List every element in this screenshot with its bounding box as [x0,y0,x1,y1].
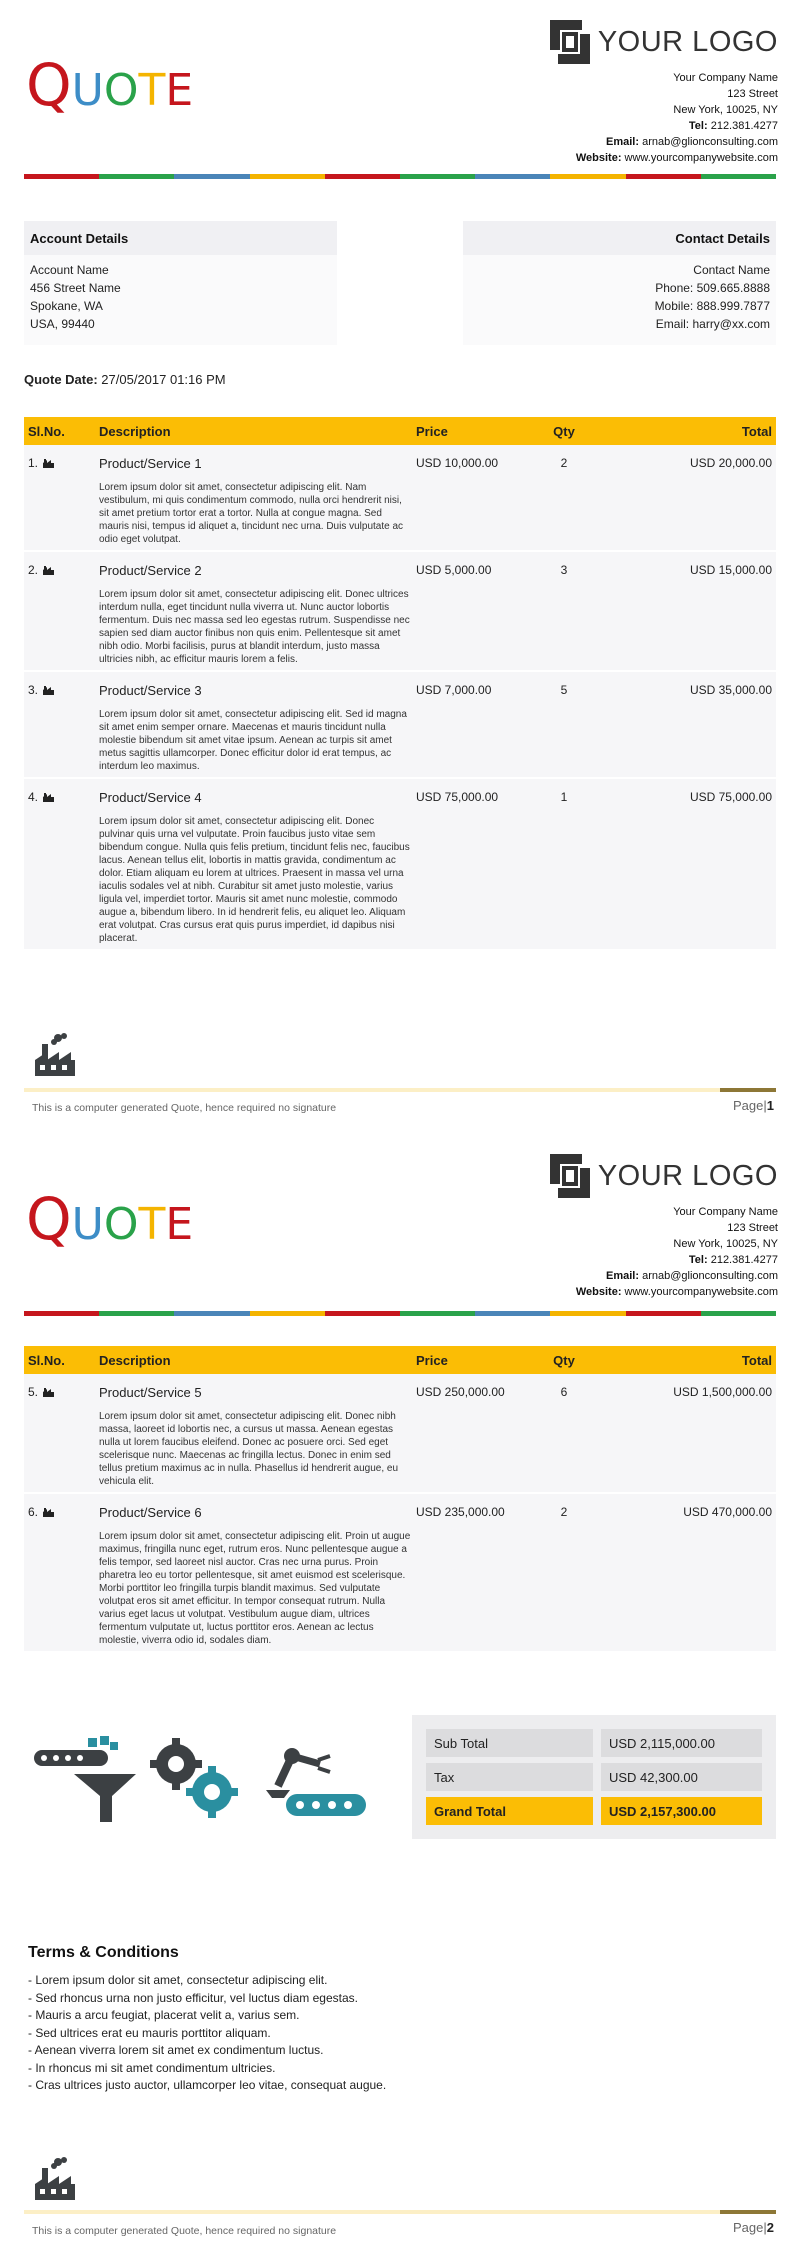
factory-icon [32,2156,78,2202]
row-sl: 4. [28,790,39,804]
factory-small-icon [43,566,54,575]
page-number: Page|1 [733,1098,774,1113]
factory-small-icon [43,686,54,695]
terms-and-conditions [28,1944,768,2095]
stripe-segment [24,174,99,179]
table-row [24,1494,776,1653]
row-price: USD 235,000.00 [416,1505,505,1519]
row-description: Lorem ipsum dolor sit amet, consectetur adipiscing elit. Sed id magna sit amet enim semper ornare. Maecenas et mauris tincidunt nulla molestie bibendum sit amet vitae ipsum. Aenean ac turpis sit amet metus sagittis ullamcorper. Donec efficitur dolor id erat tempus, ac interdum leo maximus. [99,709,407,772]
company-website[interactable]: www.yourcompanywebsite.com [624,152,778,164]
row-total: USD 1,500,000.00 [673,1385,772,1399]
items-table [24,417,776,951]
quote-date-label: Quote Date: [24,372,98,387]
row-total: USD 15,000.00 [689,563,772,577]
stripe-segment [626,1311,701,1316]
grand-total-value: USD 2,157,300.00 [601,1797,762,1825]
company-name: Your Company Name [673,1206,778,1218]
row-qty: 6 [560,1385,568,1399]
company-tel: 212.381.4277 [710,120,778,132]
terms-item: - Lorem ipsum dolor sit amet, consectetur adipiscing elit. [28,1973,328,1987]
account-name: Account Name [30,263,109,277]
color-stripe [24,174,776,179]
factory-small-icon [43,1388,54,1397]
header-description: Description [99,423,171,439]
row-total: USD 470,000.00 [683,1505,772,1519]
factory-small-icon [43,793,54,802]
header-description: Description [99,1352,171,1368]
row-name: Product/Service 5 [99,1384,202,1400]
quote-letter: U [71,1199,104,1250]
conveyor-funnel-icon [34,1736,136,1822]
grand-total-label: Grand Total [426,1797,593,1825]
terms-item: - Mauris a arcu feugiat, placerat velit a, varius sem. [28,2008,300,2022]
account-details [24,221,337,345]
row-name: Product/Service 1 [99,455,202,471]
account-country: USA, 99440 [30,317,95,331]
company-city: New York, 10025, NY [673,104,778,116]
subtotal-label: Sub Total [426,1729,593,1757]
account-city: Spokane, WA [30,299,103,313]
terms-item: - Aenean viverra lorem sit amet ex condimentum luctus. [28,2043,324,2057]
stripe-segment [626,174,701,179]
table-header [24,1346,776,1374]
tax-row [426,1763,762,1791]
stripe-segment [475,174,550,179]
page-number-value: 2 [766,2220,774,2235]
terms-item: - Cras ultrices justo auctor, ullamcorper leo vitae, consequat augue. [28,2078,387,2092]
table-row [24,552,776,672]
page-label: Page [733,1098,764,1113]
row-price: USD 250,000.00 [416,1385,505,1399]
row-description: Lorem ipsum dolor sit amet, consectetur adipiscing elit. Donec nibh massa, laoreet id lobortis nec, a cursus ut massa. Aenean egestas nulla ut lorem faucibus eleifend. Donec ac posuere orci. Sed eget scelerisque nunc. Maecenas ac fringilla lectus. Donec in enim sed tellus pretium maximus ac in nulla. Phasellus id hendrerit augue, eu vehicula elit. [99,1411,399,1487]
stripe-segment [250,174,325,179]
stripe-segment [174,174,249,179]
stripe-segment [400,1311,475,1316]
company-street: 123 Street [727,88,778,100]
table-row [24,1374,776,1494]
stripe-segment [400,174,475,179]
footer-note: This is a computer generated Quote, hence required no signature [32,2225,337,2237]
quote-letter: T [138,65,166,116]
contact-name: Contact Name [693,263,770,277]
subtotal-value: USD 2,115,000.00 [601,1729,762,1757]
quote-letter: O [103,65,139,116]
footer-note: This is a computer generated Quote, hence required no signature [32,1102,337,1114]
stripe-segment [475,1311,550,1316]
contact-email: Email: harry@xx.com [655,317,770,331]
quote-letter: O [103,1199,139,1250]
row-qty: 3 [560,563,568,577]
factory-small-icon [43,1508,54,1517]
totals-box [412,1715,776,1839]
row-sl: 6. [28,1505,39,1519]
terms-item: - Sed ultrices erat eu mauris porttitor aliquam. [28,2025,271,2040]
quote-date-value: 27/05/2017 01:16 PM [101,372,226,387]
company-name: Your Company Name [673,72,778,84]
row-description: Lorem ipsum dolor sit amet, consectetur adipiscing elit. Donec pulvinar quis urna vel vulputate. Proin faucibus justo vitae sem bibendum congue. Nulla quis felis pretium, tincidunt felis nec, faucibus lacus. Aenean tellus elit, lobortis in mattis gravida, condimentum ac dolor. Etiam aliquam eu lorem at ultrices. Praesent in massa vel urna iaculis sodales vel at nibh. Curabitur sit amet justo molestie, varius ligula vel, imperdiet tortor. Mauris sit amet nunc molestie, commodo augue a, bibendum libero. In id hendrerit felis, eu aliquet leo. Aliquam erat volutpat. Cras cursus erat quis purus imperdiet, id dapibus nisi placerat. [99,816,410,944]
stripe-segment [99,1311,174,1316]
row-price: USD 75,000.00 [416,790,499,804]
factory-small-icon [43,459,54,468]
header-sl: Sl.No. [28,1352,65,1368]
stripe-segment [701,1311,776,1316]
quote-letter: E [165,1199,194,1250]
table-row [24,672,776,779]
stripe-segment [174,1311,249,1316]
table-header [24,417,776,445]
quote-letter: Q [26,1185,72,1253]
company-info [576,70,778,166]
factory-icon [32,1032,78,1078]
grand-total-row [426,1797,762,1825]
tax-label: Tax [426,1763,593,1791]
row-description: Lorem ipsum dolor sit amet, consectetur adipiscing elit. Nam vestibulum, mi quis condimentum commodo, nulla orci hendrerit nisi, sit amet pretium tortor erat a tortor. Nulla at congue magna. Sed mauris nisi, tempus id aliquet a, tincidunt nec urna. Duis vulputate ac odio eget volutpat. [99,482,404,545]
row-sl: 1. [28,456,39,470]
company-logo [548,1152,778,1200]
quote-date [24,372,226,387]
row-name: Product/Service 6 [99,1504,202,1520]
row-total: USD 20,000.00 [689,456,772,470]
page-number-value: 1 [766,1098,774,1113]
quote-title [26,51,194,119]
row-sl: 5. [28,1385,39,1399]
row-name: Product/Service 2 [99,562,202,578]
quote-page-2 [0,1134,800,2268]
company-email[interactable]: arnab@glionconsulting.com [642,1270,778,1282]
header-qty: Qty [553,1352,575,1368]
logo-text: YOUR LOGO [597,25,778,58]
terms-item: - Sed rhoncus urna non justo efficitur, vel luctus diam egestas. [28,1990,358,2005]
website-label: Website: [575,1286,622,1298]
row-sl: 2. [28,563,39,577]
tel-label: Tel: [688,1254,708,1266]
page-label: Page [733,2220,764,2235]
color-stripe [24,1311,776,1316]
stripe-segment [325,1311,400,1316]
page-number: Page|2 [733,2220,774,2235]
stripe-segment [550,174,625,179]
row-description: Lorem ipsum dolor sit amet, consectetur adipiscing elit. Proin ut augue maximus, fringilla nunc eget, rutrum eros. Nunc pellentesque augue a felis tempor, sed laoreet nisl auctor. Cras nec urna purus. Proin pharetra leo eu tortor pellentesque, sit amet euismod est scelerisque. Morbi porttitor leo fringilla turpis blandit maximus. Sed vulputate volutpat eros sit amet efficitur. In tempor consequat rutrum. Nulla varius eget lacus ut volutpat. Vestibulum augue diam, ultrices fermentum vulputate ut, luctus porttitor eros. Aenean ac lectus molestie, viverra odio id, sodales diam. [99,1531,411,1646]
footer-line [24,2210,776,2214]
logo-text: YOUR LOGO [597,1159,778,1192]
row-total: USD 75,000.00 [689,790,772,804]
row-sl: 3. [28,683,39,697]
contact-phone: Phone: 509.665.8888 [655,281,770,295]
footer-mark [720,1088,776,1092]
header-sl: Sl.No. [28,423,65,439]
email-label: Email: [606,136,640,148]
terms-title: Terms & Conditions [28,1944,179,1961]
contact-details [463,221,776,345]
row-name: Product/Service 4 [99,789,202,805]
row-price: USD 7,000.00 [416,683,492,697]
contact-mobile: Mobile: 888.999.7877 [654,299,770,313]
stripe-segment [24,1311,99,1316]
row-qty: 1 [560,790,568,804]
header-total: Total [741,423,772,439]
logo-mark-icon [548,1152,592,1200]
company-street: 123 Street [727,1222,778,1234]
header-price: Price [416,423,448,439]
industry-illustration [30,1730,370,1826]
table-row [24,779,776,951]
terms-list [28,1972,768,2095]
account-street: 456 Street Name [30,281,121,295]
header-qty: Qty [553,423,575,439]
row-description: Lorem ipsum dolor sit amet, consectetur adipiscing elit. Donec ultrices interdum nulla, eget tincidunt nulla viverra ut. Nunc auctor lobortis fermentum. Duis nec massa sed leo egestas rutrum. Suspendisse nec sapien sed diam auctor finibus non quis enim. Pellentesque sit amet nibh odio. Morbi facilisis, purus at blandit interdum, justo massa ultricies nibh, ac efficitur mauris lorem a felis. [99,589,410,665]
contact-details-title: Contact Details [463,221,776,255]
quote-letter: Q [26,51,72,119]
items-table [24,1346,776,1653]
subtotal-row [426,1729,762,1757]
tax-value: USD 42,300.00 [601,1763,762,1791]
email-label: Email: [606,1270,640,1282]
row-qty: 2 [560,456,568,470]
stripe-segment [550,1311,625,1316]
terms-item: - In rhoncus mi sit amet condimentum ultricies. [28,2060,276,2075]
logo-mark-icon [548,18,592,66]
footer-mark [720,2210,776,2214]
row-price: USD 10,000.00 [416,456,499,470]
row-qty: 2 [560,1505,568,1519]
stripe-segment [99,174,174,179]
footer-line [24,1088,776,1092]
company-city: New York, 10025, NY [673,1238,778,1250]
website-label: Website: [575,152,622,164]
header-price: Price [416,1352,448,1368]
robot-arm-icon [266,1748,366,1816]
stripe-segment [701,174,776,179]
company-info [576,1204,778,1300]
quote-letter: E [165,65,194,116]
company-website[interactable]: www.yourcompanywebsite.com [624,1286,778,1298]
table-row [24,445,776,552]
quote-title [26,1185,194,1253]
row-qty: 5 [560,683,568,697]
header-total: Total [741,1352,772,1368]
row-total: USD 35,000.00 [689,683,772,697]
row-price: USD 5,000.00 [416,563,492,577]
company-email[interactable]: arnab@glionconsulting.com [642,136,778,148]
stripe-segment [250,1311,325,1316]
row-name: Product/Service 3 [99,682,202,698]
company-logo [548,18,778,66]
company-tel: 212.381.4277 [710,1254,778,1266]
gears-icon [150,1738,238,1818]
quote-letter: U [71,65,104,116]
quote-letter: T [138,1199,166,1250]
tel-label: Tel: [688,120,708,132]
stripe-segment [325,174,400,179]
account-details-title: Account Details [24,221,337,255]
